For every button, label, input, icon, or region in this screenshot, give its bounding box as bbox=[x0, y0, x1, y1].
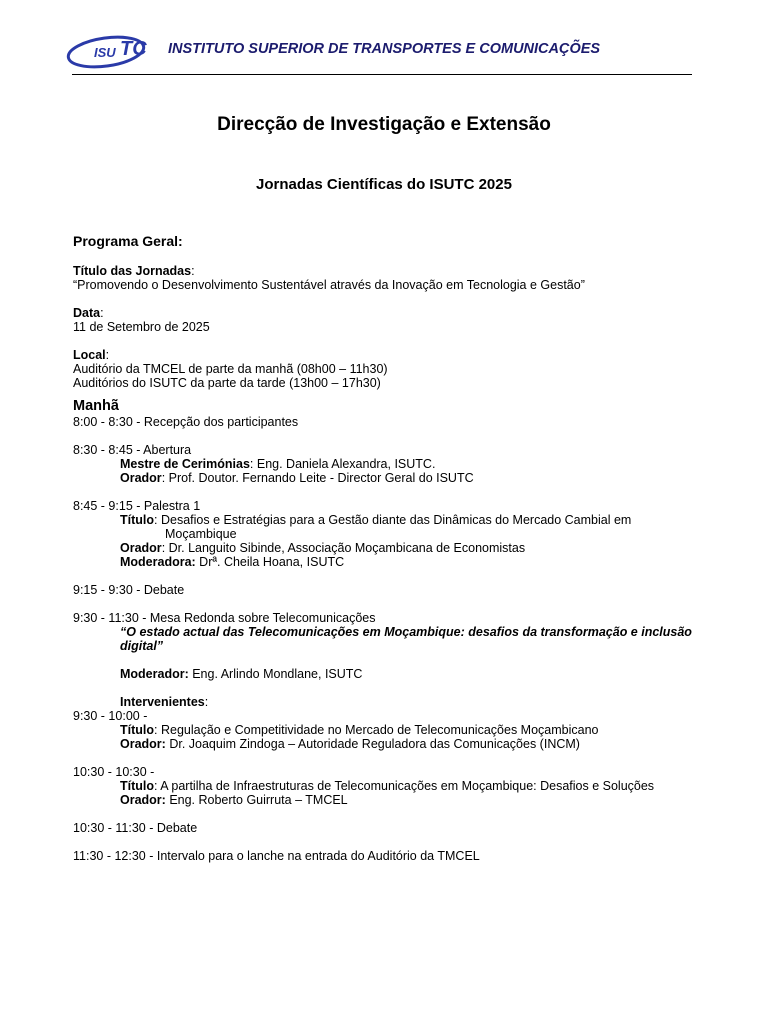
interv1-time: 9:30 - 10:00 - bbox=[73, 709, 148, 723]
titulo-value: “Promovendo o Desenvolvimento Sustentável através da Inovação em Tecnologia e Gestão” bbox=[73, 278, 585, 292]
interv2-titulo: Título: A partilha de Infraestruturas de Telecomunicações em Moçambique: Desafios e Soluções bbox=[120, 779, 655, 793]
logo-tc-text: TC bbox=[120, 38, 147, 60]
manha-heading: Manhã bbox=[73, 398, 119, 414]
interv2-orador: Orador: Eng. Roberto Guirruta – TMCEL bbox=[120, 793, 348, 807]
isutc-logo bbox=[64, 30, 160, 74]
local-line-2: Auditórios do ISUTC da parte da tarde (13h00 – 17h30) bbox=[73, 376, 381, 390]
local-label-line: Local: bbox=[73, 348, 110, 362]
abertura-orador: Orador: Prof. Doutor. Fernando Leite - Director Geral do ISUTC bbox=[120, 471, 474, 485]
session-mesa-time: 9:30 - 11:30 - Mesa Redonda sobre Telecomunicações bbox=[73, 611, 376, 625]
mesa-quote: “O estado actual das Telecomunicações em Moçambique: desafios da transformação e inclusão digital” bbox=[120, 625, 692, 653]
palestra-titulo-cont: Moçambique bbox=[165, 527, 237, 541]
data-label: Data bbox=[73, 306, 101, 320]
titulo-label-line: Título das Jornadas: bbox=[73, 264, 195, 278]
interv1-orador: Orador: Dr. Joaquim Zindoga – Autoridade Reguladora das Comunicações (INCM) bbox=[120, 737, 580, 751]
header-divider bbox=[72, 74, 692, 75]
palestra-orador: Orador: Dr. Languito Sibinde, Associação Moçambicana de Economistas bbox=[120, 541, 526, 555]
data-label-line: Data: bbox=[73, 306, 104, 320]
session-debate-1: 9:15 - 9:30 - Debate bbox=[73, 583, 185, 597]
session-palestra-time: 8:45 - 9:15 - Palestra 1 bbox=[73, 499, 201, 513]
session-intervalo: 11:30 - 12:30 - Intervalo para o lanche na entrada do Auditório da TMCEL bbox=[73, 849, 480, 863]
programme-body bbox=[73, 264, 713, 863]
palestra-titulo: Título: Desafios e Estratégias para a Gestão diante das Dinâmicas do Mercado Cambial em bbox=[120, 513, 632, 527]
local-line-1: Auditório da TMCEL de parte da manhã (08h00 – 11h30) bbox=[73, 362, 388, 376]
page-title: Direcção de Investigação e Extensão bbox=[217, 114, 551, 135]
session-recepcao: 8:00 - 8:30 - Recepção dos participantes bbox=[73, 415, 299, 429]
page-subtitle: Jornadas Científicas do ISUTC 2025 bbox=[256, 176, 512, 193]
mesa-intervenientes: Intervenientes: bbox=[120, 695, 209, 709]
titulo-label: Título das Jornadas bbox=[73, 264, 192, 278]
data-value: 11 de Setembro de 2025 bbox=[73, 320, 210, 334]
programa-heading: Programa Geral: bbox=[73, 233, 183, 249]
logo-isu-text: ISU bbox=[94, 45, 116, 60]
session-debate-2: 10:30 - 11:30 - Debate bbox=[73, 821, 198, 835]
letterhead bbox=[64, 30, 694, 78]
mesa-moderador: Moderador: Eng. Arlindo Mondlane, ISUTC bbox=[120, 667, 363, 681]
abertura-mc: Mestre de Cerimónias: Eng. Daniela Alexandra, ISUTC. bbox=[120, 457, 436, 471]
interv2-time: 10:30 - 10:30 - bbox=[73, 765, 155, 779]
palestra-moderadora: Moderadora: Drª. Cheila Hoana, ISUTC bbox=[120, 555, 345, 569]
institution-name: INSTITUTO SUPERIOR DE TRANSPORTES E COMUNICAÇÕES bbox=[168, 41, 601, 57]
interv1-titulo: Título: Regulação e Competitividade no Mercado de Telecomunicações Moçambicano bbox=[120, 723, 599, 737]
local-label: Local bbox=[73, 348, 106, 362]
session-abertura-time: 8:30 - 8:45 - Abertura bbox=[73, 443, 192, 457]
